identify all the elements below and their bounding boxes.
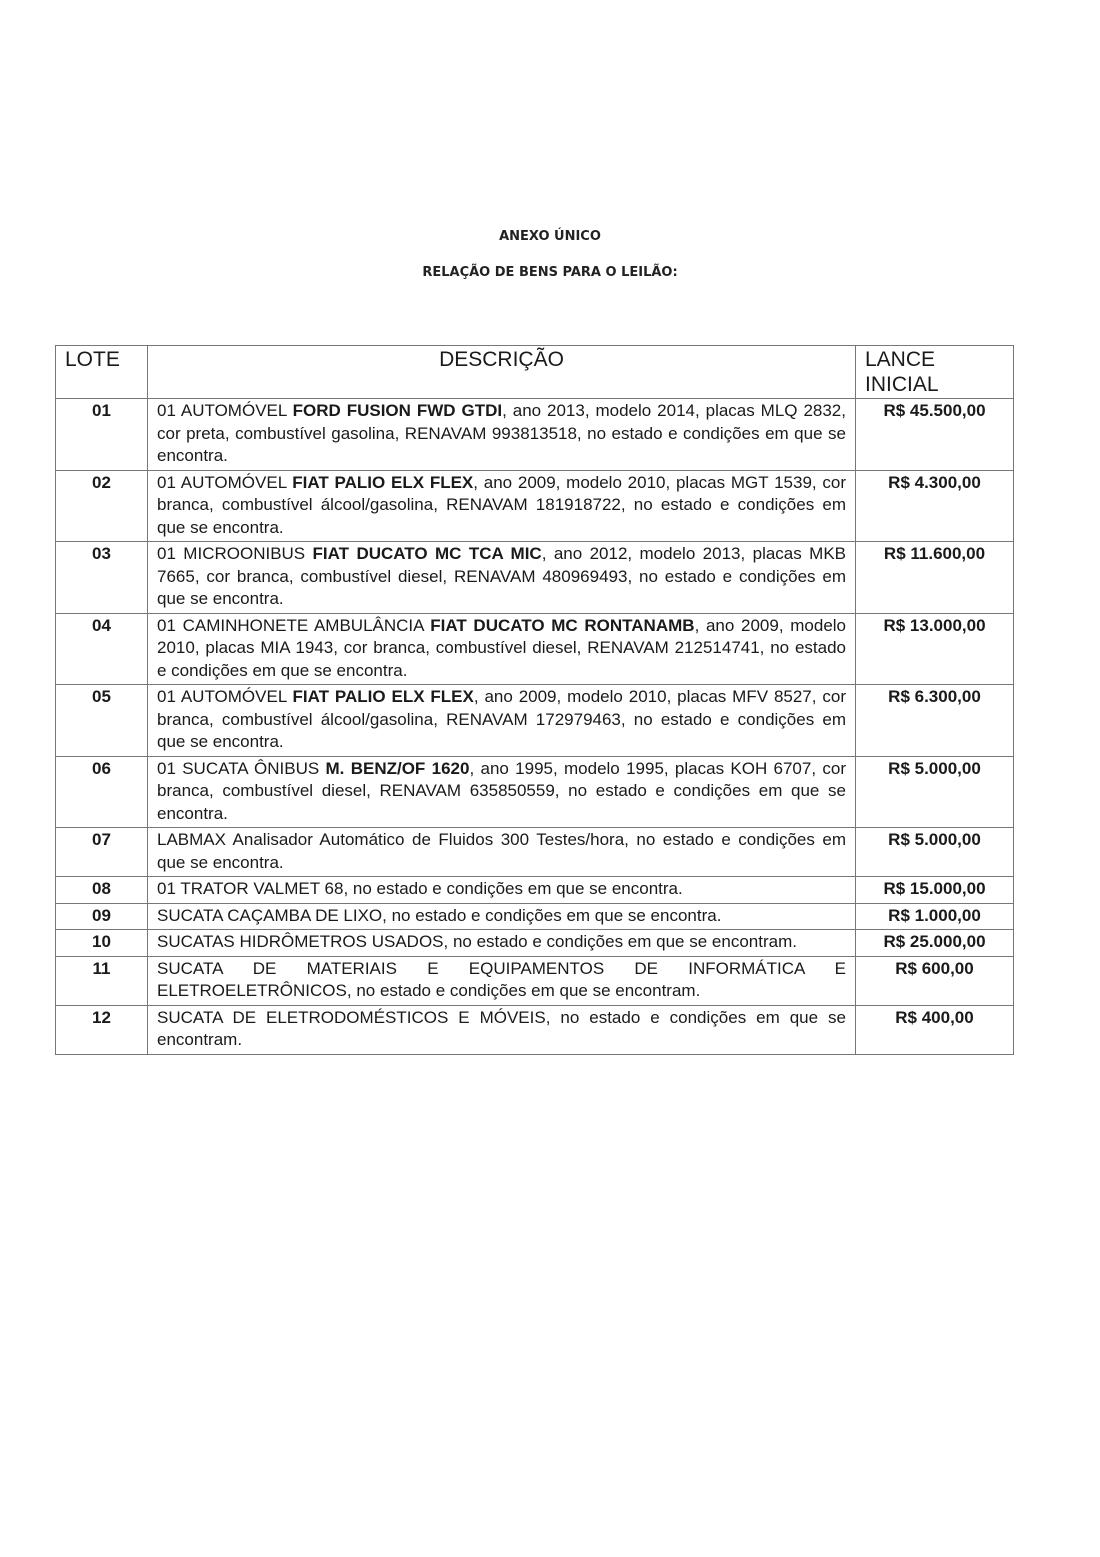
lote-description: 01 AUTOMÓVEL FIAT PALIO ELX FLEX, ano 2009, modelo 2010, placas MFV 8527, cor branca, combustível álcool/gasolina, RENAVAM 172979463, no estado e condições em que se encontra. [148,685,856,757]
lote-description: 01 TRATOR VALMET 68, no estado e condições em que se encontra. [148,877,856,904]
table-row [56,930,1014,957]
lote-number: 06 [56,756,148,828]
table-row [56,685,1014,757]
lote-number: 04 [56,613,148,685]
auction-lots-table [55,345,1014,1055]
table-row [56,877,1014,904]
lote-initial-bid: R$ 45.500,00 [856,399,1014,471]
table-header-row [56,346,1014,399]
lote-number: 12 [56,1005,148,1054]
lote-description: SUCATA DE MATERIAIS E EQUIPAMENTOS DE INFORMÁTICA E ELETROELETRÔNICOS, no estado e condições em que se encontram. [148,956,856,1005]
lote-number: 07 [56,828,148,877]
lote-initial-bid: R$ 4.300,00 [856,470,1014,542]
lote-initial-bid: R$ 1.000,00 [856,903,1014,930]
lote-description: 01 SUCATA ÔNIBUS M. BENZ/OF 1620, ano 1995, modelo 1995, placas KOH 6707, cor branca, combustível diesel, RENAVAM 635850559, no estado e condições em que se encontra. [148,756,856,828]
lote-description: 01 AUTOMÓVEL FIAT PALIO ELX FLEX, ano 2009, modelo 2010, placas MGT 1539, cor branca, combustível álcool/gasolina, RENAVAM 181918722, no estado e condições em que se encontra. [148,470,856,542]
lote-initial-bid: R$ 5.000,00 [856,828,1014,877]
column-header-lote: LOTE [56,346,148,399]
lote-number: 08 [56,877,148,904]
lote-initial-bid: R$ 600,00 [856,956,1014,1005]
table-row [56,542,1014,614]
lote-number: 05 [56,685,148,757]
lote-number: 10 [56,930,148,957]
table-row [56,399,1014,471]
lote-number: 11 [56,956,148,1005]
column-header-descricao: DESCRIÇÃO [148,346,856,399]
lote-initial-bid: R$ 13.000,00 [856,613,1014,685]
lote-number: 01 [56,399,148,471]
table-row [56,470,1014,542]
lote-description: LABMAX Analisador Automático de Fluidos 300 Testes/hora, no estado e condições em que se encontra. [148,828,856,877]
lote-number: 02 [56,470,148,542]
table-row [56,903,1014,930]
table-row [56,956,1014,1005]
lote-description: 01 AUTOMÓVEL FORD FUSION FWD GTDI, ano 2013, modelo 2014, placas MLQ 2832, cor preta, combustível gasolina, RENAVAM 993813518, no estado e condições em que se encontra. [148,399,856,471]
table-row [56,613,1014,685]
lote-description: 01 MICROONIBUS FIAT DUCATO MC TCA MIC, ano 2012, modelo 2013, placas MKB 7665, cor branca, combustível diesel, RENAVAM 480969493, no estado e condições em que se encontra. [148,542,856,614]
document-subtitle: RELAÇÃO DE BENS PARA O LEILÃO: [422,265,678,280]
lote-description: SUCATA DE ELETRODOMÉSTICOS E MÓVEIS, no estado e condições em que se encontram. [148,1005,856,1054]
lote-number: 03 [56,542,148,614]
table-body [56,399,1014,1055]
table-row [56,828,1014,877]
column-header-lance-inicial: LANCE INICIAL [856,346,1014,399]
lote-initial-bid: R$ 25.000,00 [856,930,1014,957]
lote-initial-bid: R$ 11.600,00 [856,542,1014,614]
lote-initial-bid: R$ 5.000,00 [856,756,1014,828]
document-title: ANEXO ÚNICO [499,229,601,244]
lote-initial-bid: R$ 6.300,00 [856,685,1014,757]
lote-initial-bid: R$ 400,00 [856,1005,1014,1054]
table-row [56,1005,1014,1054]
lote-description: 01 CAMINHONETE AMBULÂNCIA FIAT DUCATO MC RONTANAMB, ano 2009, modelo 2010, placas MIA 1943, cor branca, combustível diesel, RENAVAM 212514741, no estado e condições em que se encontra. [148,613,856,685]
lote-description: SUCATA CAÇAMBA DE LIXO, no estado e condições em que se encontra. [148,903,856,930]
lote-description: SUCATAS HIDRÔMETROS USADOS, no estado e condições em que se encontram. [148,930,856,957]
lote-number: 09 [56,903,148,930]
table-row [56,756,1014,828]
lote-initial-bid: R$ 15.000,00 [856,877,1014,904]
